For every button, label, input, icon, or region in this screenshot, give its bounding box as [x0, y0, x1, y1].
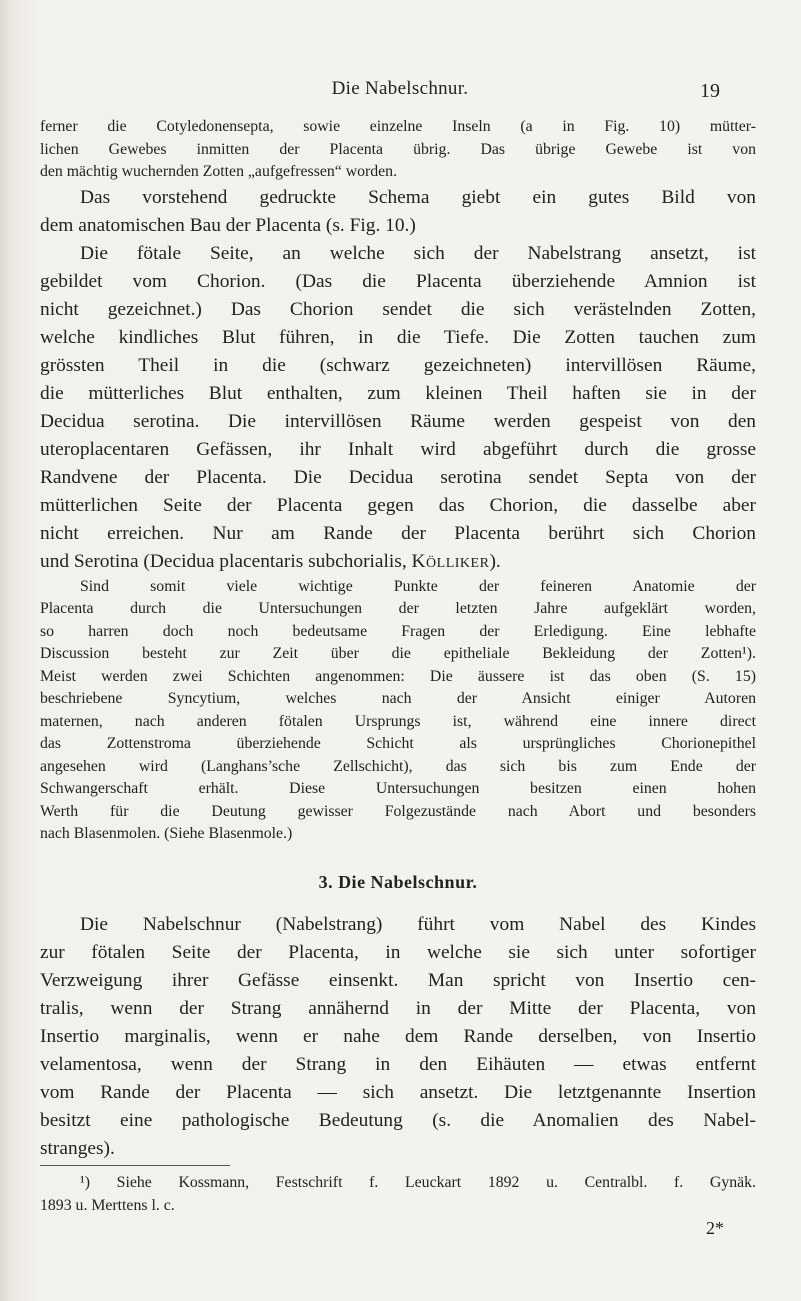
- text-line: Placenta durch die Untersuchungen der letzten Jahre aufgeklärt worden,: [40, 600, 756, 617]
- text-fragment: und Serotina (Decidua placentaris subchorialis,: [40, 550, 412, 572]
- text-line: besitzt eine pathologische Bedeutung (s. die Anomalien des Nabel-: [40, 1109, 756, 1131]
- footnote-line: 1893 u. Merttens l. c.: [40, 1197, 175, 1214]
- text-line: welche kindliches Blut führen, in die Tiefe. Die Zotten tauchen zum: [40, 326, 756, 348]
- paragraph-3: [40, 240, 756, 576]
- text-line: Werth für die Deutung gewisser Folgezustände nach Abort und besonders: [40, 802, 756, 820]
- text-line: den mächtig wuchernden Zotten „aufgefressen“ worden.: [40, 163, 398, 180]
- text-line: Das vorstehend gedruckte Schema giebt ein gutes Bild von: [80, 186, 756, 208]
- text-line: grössten Theil in die (schwarz gezeichneten) intervillösen Räume,: [40, 354, 756, 376]
- footnote-line: ¹) Siehe Kossmann, Festschrift f. Leuckart 1892 u. Centralbl. f. Gynäk.: [80, 1174, 756, 1191]
- text-line: Meist werden zwei Schichten angenommen: Die äussere ist das oben (S. 15): [40, 667, 756, 685]
- text-line: beschriebene Syncytium, welches nach der Ansicht einiger Autoren: [40, 690, 756, 707]
- footnote: [40, 1171, 756, 1217]
- text-line: mütterlichen Seite der Placenta gegen das Chorion, die dasselbe aber: [40, 494, 756, 516]
- section-heading: 3. Die Nabelschnur.: [318, 871, 478, 892]
- text-line: gebildet vom Chorion. (Das die Placenta überziehende Amnion ist: [40, 270, 756, 292]
- text-line: lichen Gewebes inmitten der Placenta übrig. Das übrige Gewebe ist von: [40, 140, 756, 158]
- text-line: uteroplacentaren Gefässen, ihr Inhalt wird abgeführt durch die grosse: [40, 438, 756, 460]
- text-line: die mütterliches Blut enthalten, zum kleinen Theil haften sie in der: [40, 382, 756, 404]
- text-line: nicht gezeichnet.) Das Chorion sendet die sich verästelnden Zotten,: [40, 298, 756, 320]
- page-number: 19: [700, 80, 720, 102]
- text-line: tralis, wenn der Strang annähernd in der Mitte der Placenta, von: [40, 997, 756, 1019]
- text-line: Discussion besteht zur Zeit über die epitheliale Bekleidung der Zotten¹).: [40, 645, 756, 662]
- text-line: Die fötale Seite, an welche sich der Nabelstrang ansetzt, ist: [80, 242, 756, 264]
- text-line: Sind somit viele wichtige Punkte der feineren Anatomie der: [80, 577, 756, 595]
- text-line: nicht erreichen. Nur am Rande der Placenta berührt sich Chorion: [40, 522, 756, 544]
- text-line: ferner die Cotyledonensepta, sowie einzelne Inseln (a in Fig. 10) mütter-: [40, 118, 756, 135]
- text-line: zur fötalen Seite der Placenta, in welche sie sich unter sofortiger: [40, 941, 756, 963]
- text-line: angesehen wird (Langhans’sche Zellschicht), das sich bis zum Ende der: [40, 757, 756, 775]
- text-line: stranges).: [40, 1137, 115, 1159]
- paragraph-2: [40, 184, 756, 240]
- text-line: Schwangerschaft erhält. Diese Untersuchungen besitzen einen hohen: [40, 780, 756, 797]
- footnote-rule: [40, 1165, 230, 1166]
- body-text: [40, 116, 756, 1163]
- text-line: so harren doch noch bedeutsame Fragen der Erledigung. Eine lebhafte: [40, 622, 756, 640]
- page-header: [0, 78, 801, 108]
- text-line: das Zottenstroma überziehende Schicht als ursprüngliches Chorionepithel: [40, 735, 756, 752]
- paragraph-1: [40, 116, 756, 184]
- text-line: Die Nabelschnur (Nabelstrang) führt vom Nabel des Kindes: [80, 913, 756, 935]
- text-line: Randvene der Placenta. Die Decidua serotina sendet Septa von der: [40, 466, 756, 488]
- text-line: Decidua serotina. Die intervillösen Räume werden gespeist von den: [40, 410, 756, 432]
- author-name: Kölliker: [411, 550, 490, 572]
- text-line: nach Blasenmolen. (Siehe Blasenmole.): [40, 825, 293, 842]
- paragraph-5: [40, 911, 756, 1163]
- text-line: Verzweigung ihrer Gefässe einsenkt. Man spricht von Insertio cen-: [40, 969, 756, 991]
- text-line: velamentosa, wenn der Strang in den Eihäuten — etwas entfernt: [40, 1053, 756, 1075]
- text-fragment: ).: [489, 550, 501, 572]
- text-line: maternen, nach anderen fötalen Ursprungs ist, während eine innere direct: [40, 712, 756, 730]
- text-line: vom Rande der Placenta — sich ansetzt. Die letztgenannte Insertion: [40, 1081, 756, 1103]
- text-line: dem anatomischen Bau der Placenta (s. Fig. 10.): [40, 214, 416, 236]
- running-head: Die Nabelschnur.: [331, 78, 469, 99]
- signature-mark: 2*: [706, 1218, 724, 1238]
- text-line: Insertio marginalis, wenn er nahe dem Rande derselben, von Insertio: [40, 1025, 756, 1047]
- paragraph-4: [40, 576, 756, 846]
- text-line: [40, 548, 756, 576]
